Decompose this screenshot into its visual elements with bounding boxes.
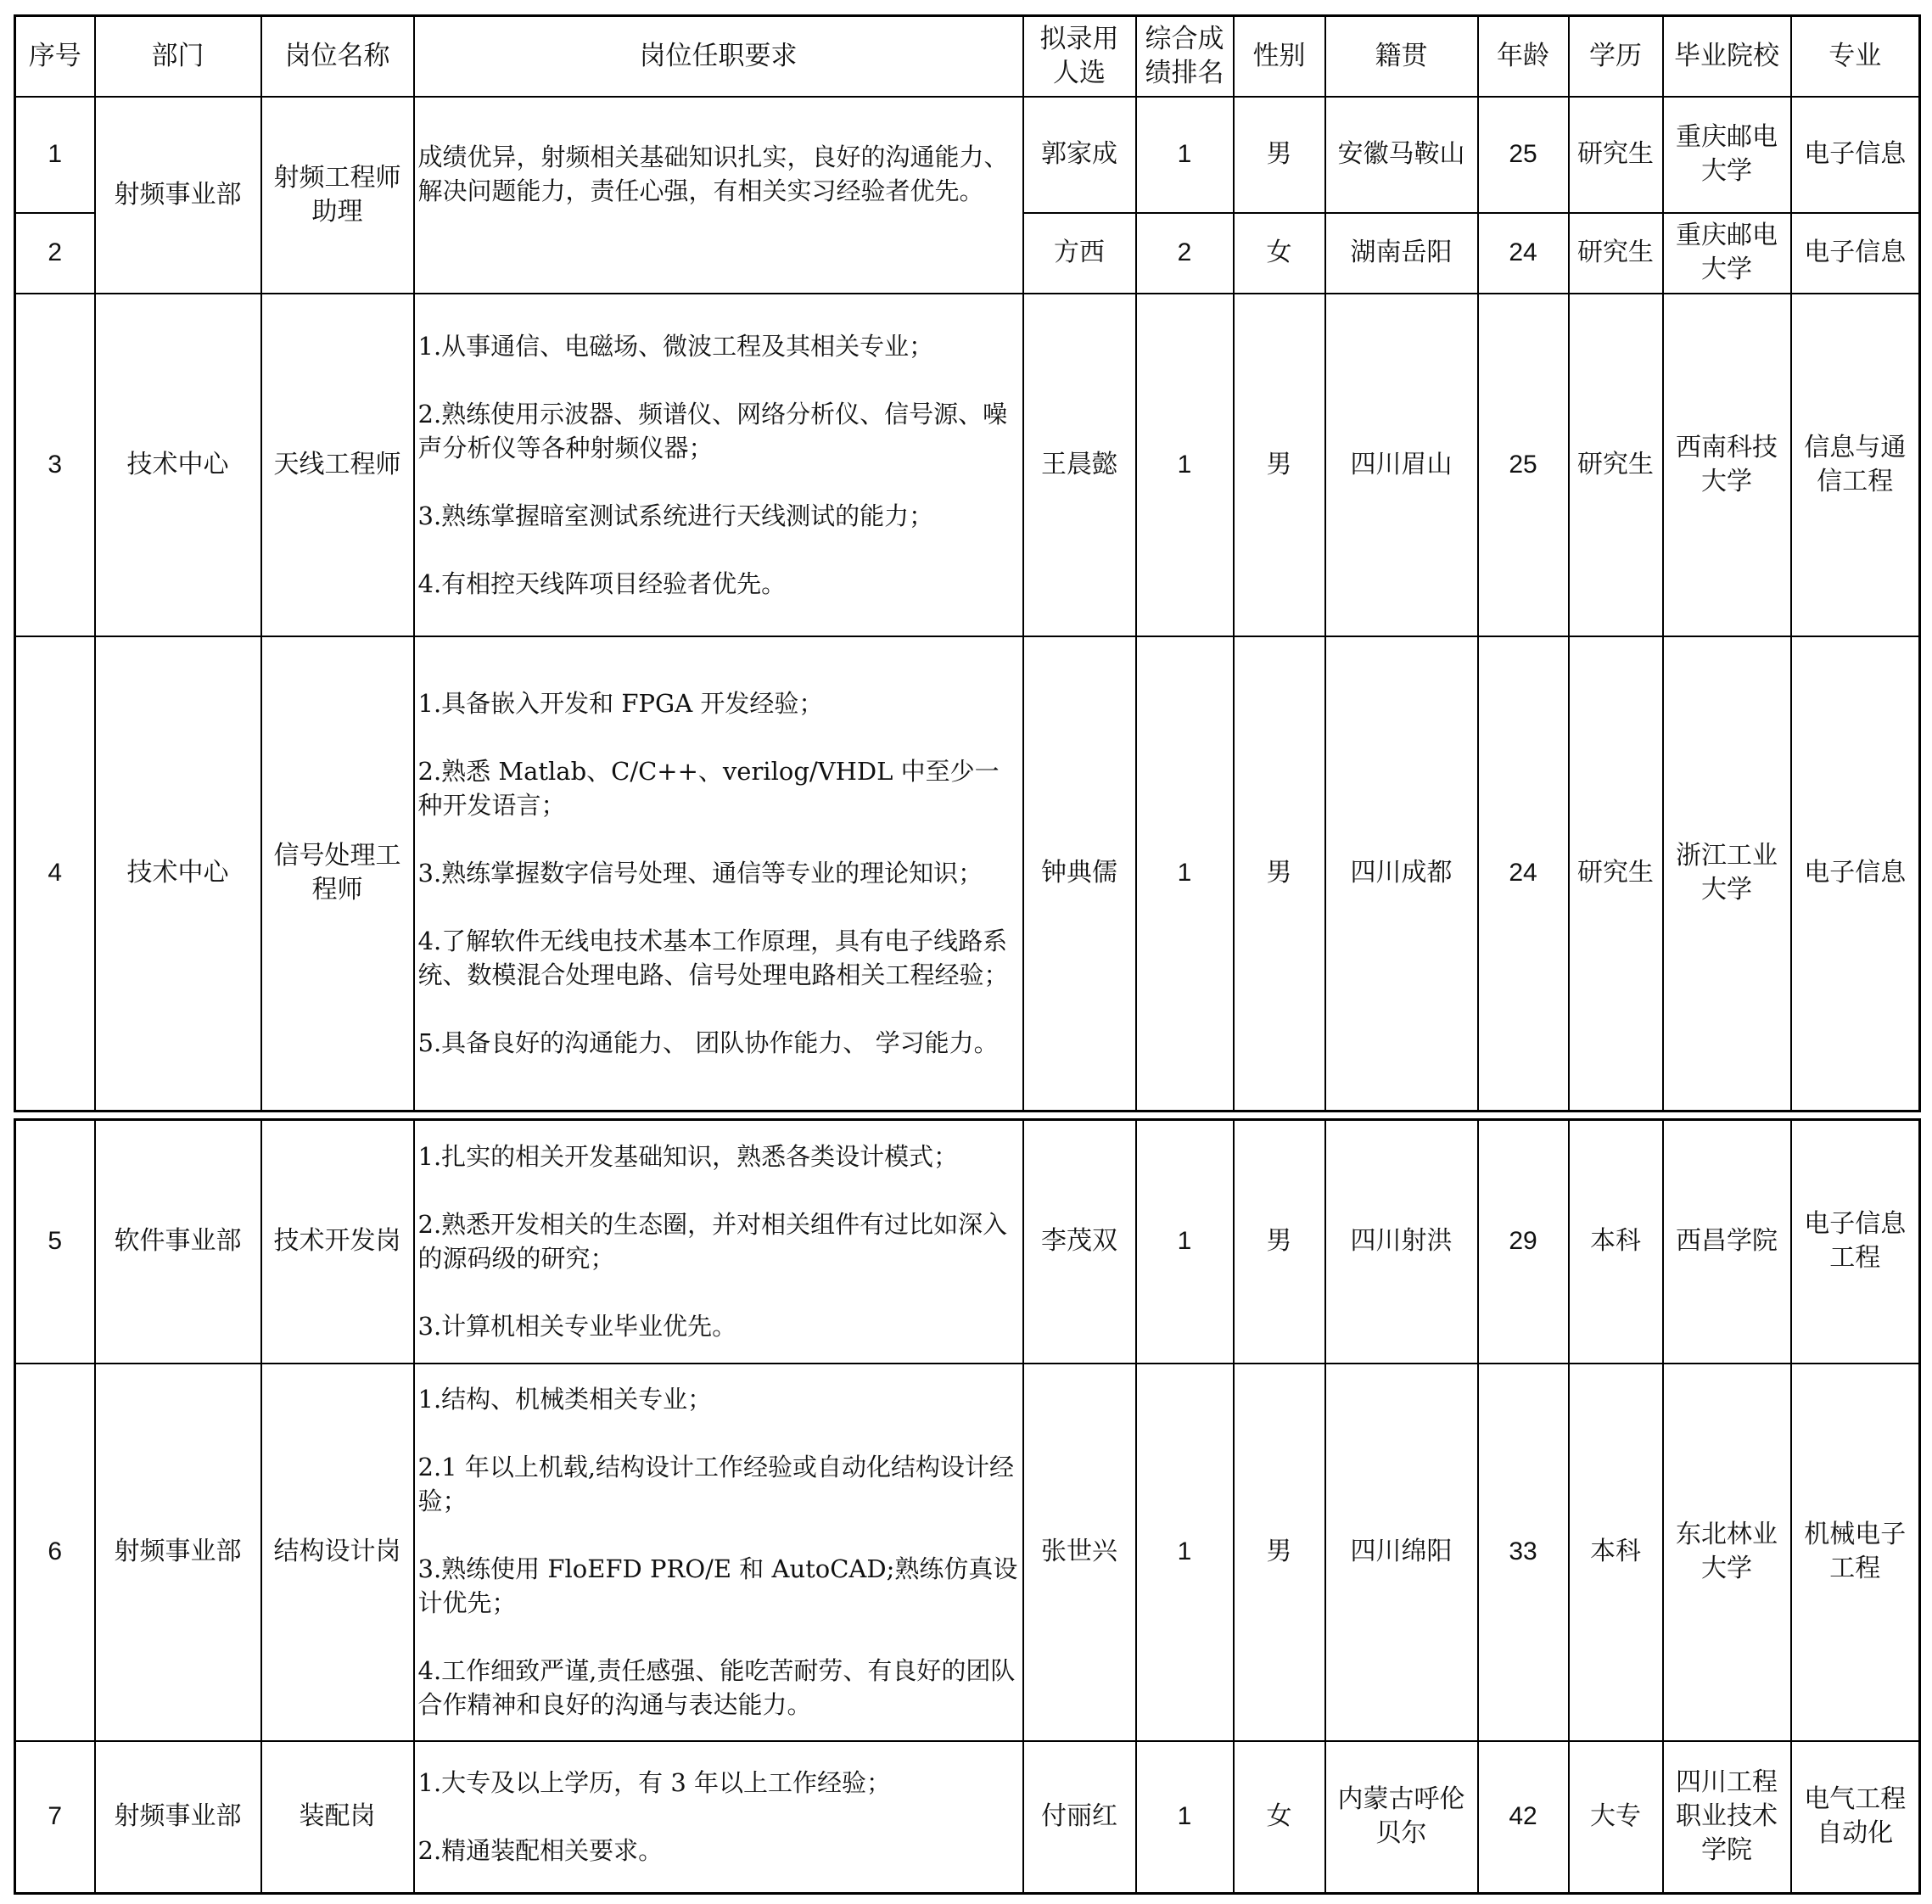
cell-no: 4	[15, 636, 95, 1112]
cell-rank: 2	[1136, 213, 1234, 294]
requirement-line: 1.从事通信、电磁场、微波工程及其相关专业；	[417, 331, 934, 361]
cell-origin: 四川眉山	[1325, 294, 1478, 636]
cell-school: 重庆邮电大学	[1663, 213, 1791, 294]
cell-age: 25	[1478, 97, 1569, 213]
cell-major: 机械电子工程	[1791, 1364, 1920, 1741]
cell-major: 电气工程自动化	[1791, 1741, 1920, 1894]
cell-education: 本科	[1569, 1120, 1663, 1364]
cell-school: 四川工程职业技术学院	[1663, 1741, 1791, 1894]
cell-dept: 技术中心	[95, 636, 261, 1112]
requirement-line: 4.有相控天线阵项目经验者优先。	[417, 568, 787, 598]
requirement-line: 2.熟练使用示波器、频谱仪、网络分析仪、信号源、噪声分析仪等各种射频仪器；	[417, 399, 1008, 462]
cell-post: 信号处理工程师	[261, 636, 414, 1112]
cell-school: 西南科技大学	[1663, 294, 1791, 636]
cell-age: 29	[1478, 1120, 1569, 1364]
header-dept: 部门	[95, 16, 261, 97]
cell-post: 天线工程师	[261, 294, 414, 636]
cell-candidate: 钟典儒	[1023, 636, 1136, 1112]
cell-origin: 内蒙古呼伦贝尔	[1325, 1741, 1478, 1894]
cell-requirements	[414, 1120, 1023, 1364]
requirement-line: 2.精通装配相关要求。	[417, 1836, 664, 1866]
table-row	[15, 1364, 1920, 1741]
cell-dept: 技术中心	[95, 294, 261, 636]
table-row	[15, 1741, 1920, 1894]
cell-requirements	[414, 636, 1023, 1112]
cell-age: 25	[1478, 294, 1569, 636]
cell-age: 33	[1478, 1364, 1569, 1741]
cell-requirements	[414, 97, 1023, 294]
header-major: 专业	[1791, 16, 1920, 97]
header-row	[15, 16, 1920, 97]
header-rank: 综合成绩排名	[1136, 16, 1234, 97]
cell-candidate: 郭家成	[1023, 97, 1136, 213]
cell-candidate: 张世兴	[1023, 1364, 1136, 1741]
cell-post: 装配岗	[261, 1741, 414, 1894]
recruitment-table-part2	[14, 1118, 1921, 1895]
cell-age: 24	[1478, 636, 1569, 1112]
requirement-line: 3.熟练使用 FloEFD PRO/E 和 AutoCAD;熟练仿真设计优先；	[417, 1554, 1018, 1617]
cell-rank: 1	[1136, 294, 1234, 636]
cell-post: 技术开发岗	[261, 1120, 414, 1364]
cell-major: 电子信息	[1791, 97, 1920, 213]
requirement-line: 3.计算机相关专业毕业优先。	[417, 1312, 737, 1341]
cell-gender: 男	[1234, 294, 1325, 636]
requirement-line: 2.1 年以上机载,结构设计工作经验或自动化结构设计经验；	[417, 1453, 1015, 1515]
cell-education: 本科	[1569, 1364, 1663, 1741]
cell-major: 电子信息	[1791, 636, 1920, 1112]
cell-no: 3	[15, 294, 95, 636]
cell-dept: 射频事业部	[95, 1364, 261, 1741]
header-age: 年龄	[1478, 16, 1569, 97]
table-row	[15, 1120, 1920, 1364]
header-candidate: 拟录用人选	[1023, 16, 1136, 97]
cell-education: 研究生	[1569, 97, 1663, 213]
cell-origin: 湖南岳阳	[1325, 213, 1478, 294]
table-row	[15, 294, 1920, 636]
recruitment-table-part1	[14, 14, 1921, 1112]
cell-requirements	[414, 294, 1023, 636]
cell-no: 5	[15, 1120, 95, 1364]
cell-age: 24	[1478, 213, 1569, 294]
cell-requirements	[414, 1364, 1023, 1741]
cell-education: 研究生	[1569, 213, 1663, 294]
header-post: 岗位名称	[261, 16, 414, 97]
cell-education: 研究生	[1569, 294, 1663, 636]
header-requirements: 岗位任职要求	[414, 16, 1023, 97]
cell-school: 东北林业大学	[1663, 1364, 1791, 1741]
cell-candidate: 李茂双	[1023, 1120, 1136, 1364]
requirement-line: 4.工作细致严谨,责任感强、能吃苦耐劳、有良好的团队合作精神和良好的沟通与表达能力。	[417, 1656, 1016, 1719]
cell-school: 西昌学院	[1663, 1120, 1791, 1364]
cell-rank: 1	[1136, 1741, 1234, 1894]
cell-gender: 男	[1234, 636, 1325, 1112]
table-row	[15, 97, 1920, 213]
header-origin: 籍贯	[1325, 16, 1478, 97]
cell-no: 6	[15, 1364, 95, 1741]
requirement-line: 3.熟练掌握数字信号处理、通信等专业的理论知识；	[417, 859, 983, 888]
cell-origin: 四川射洪	[1325, 1120, 1478, 1364]
requirement-line: 5.具备良好的沟通能力、 团队协作能力、 学习能力。	[417, 1028, 999, 1058]
cell-school: 浙江工业大学	[1663, 636, 1791, 1112]
cell-major: 电子信息	[1791, 213, 1920, 294]
requirement-line: 2.熟悉 Matlab、C/C++、verilog/VHDL 中至少一种开发语言；	[417, 757, 1000, 820]
requirement-line: 1.大专及以上学历，有 3 年以上工作经验；	[417, 1768, 892, 1798]
cell-dept: 软件事业部	[95, 1120, 261, 1364]
cell-gender: 男	[1234, 1120, 1325, 1364]
requirement-line: 1.结构、机械类相关专业；	[417, 1385, 713, 1414]
cell-dept: 射频事业部	[95, 97, 261, 294]
cell-rank: 1	[1136, 636, 1234, 1112]
requirement-line: 3.熟练掌握暗室测试系统进行天线测试的能力；	[417, 501, 934, 530]
requirement-line: 1.扎实的相关开发基础知识，熟悉各类设计模式；	[417, 1142, 959, 1172]
cell-post: 射频工程师助理	[261, 97, 414, 294]
requirement-line: 4.了解软件无线电技术基本工作原理，具有电子线路系统、数模混合处理电路、信号处理电路相关工程经验；	[417, 927, 1009, 990]
cell-gender: 女	[1234, 1741, 1325, 1894]
cell-origin: 安徽马鞍山	[1325, 97, 1478, 213]
header-education: 学历	[1569, 16, 1663, 97]
cell-school: 重庆邮电大学	[1663, 97, 1791, 213]
cell-age: 42	[1478, 1741, 1569, 1894]
cell-rank: 1	[1136, 97, 1234, 213]
cell-major: 信息与通信工程	[1791, 294, 1920, 636]
cell-no: 1	[15, 97, 95, 213]
requirement-line: 1.具备嵌入开发和 FPGA 开发经验；	[417, 689, 824, 719]
cell-gender: 女	[1234, 213, 1325, 294]
requirement-line: 2.熟悉开发相关的生态圈，并对相关组件有过比如深入的源码级的研究；	[417, 1210, 1008, 1274]
cell-candidate: 付丽红	[1023, 1741, 1136, 1894]
cell-rank: 1	[1136, 1120, 1234, 1364]
cell-origin: 四川成都	[1325, 636, 1478, 1112]
cell-requirements	[414, 1741, 1023, 1894]
header-no: 序号	[15, 16, 95, 97]
cell-dept: 射频事业部	[95, 1741, 261, 1894]
cell-gender: 男	[1234, 1364, 1325, 1741]
cell-education: 大专	[1569, 1741, 1663, 1894]
cell-major: 电子信息工程	[1791, 1120, 1920, 1364]
header-gender: 性别	[1234, 16, 1325, 97]
requirement-line: 成绩优异，射频相关基础知识扎实，良好的沟通能力、解决问题能力，责任心强，有相关实习经验者优先。	[417, 142, 1009, 205]
cell-origin: 四川绵阳	[1325, 1364, 1478, 1741]
table-row	[15, 636, 1920, 1112]
cell-post: 结构设计岗	[261, 1364, 414, 1741]
cell-education: 研究生	[1569, 636, 1663, 1112]
cell-rank: 1	[1136, 1364, 1234, 1741]
cell-candidate: 方西	[1023, 213, 1136, 294]
cell-candidate: 王晨懿	[1023, 294, 1136, 636]
cell-no: 2	[15, 213, 95, 294]
header-school: 毕业院校	[1663, 16, 1791, 97]
cell-gender: 男	[1234, 97, 1325, 213]
cell-no: 7	[15, 1741, 95, 1894]
